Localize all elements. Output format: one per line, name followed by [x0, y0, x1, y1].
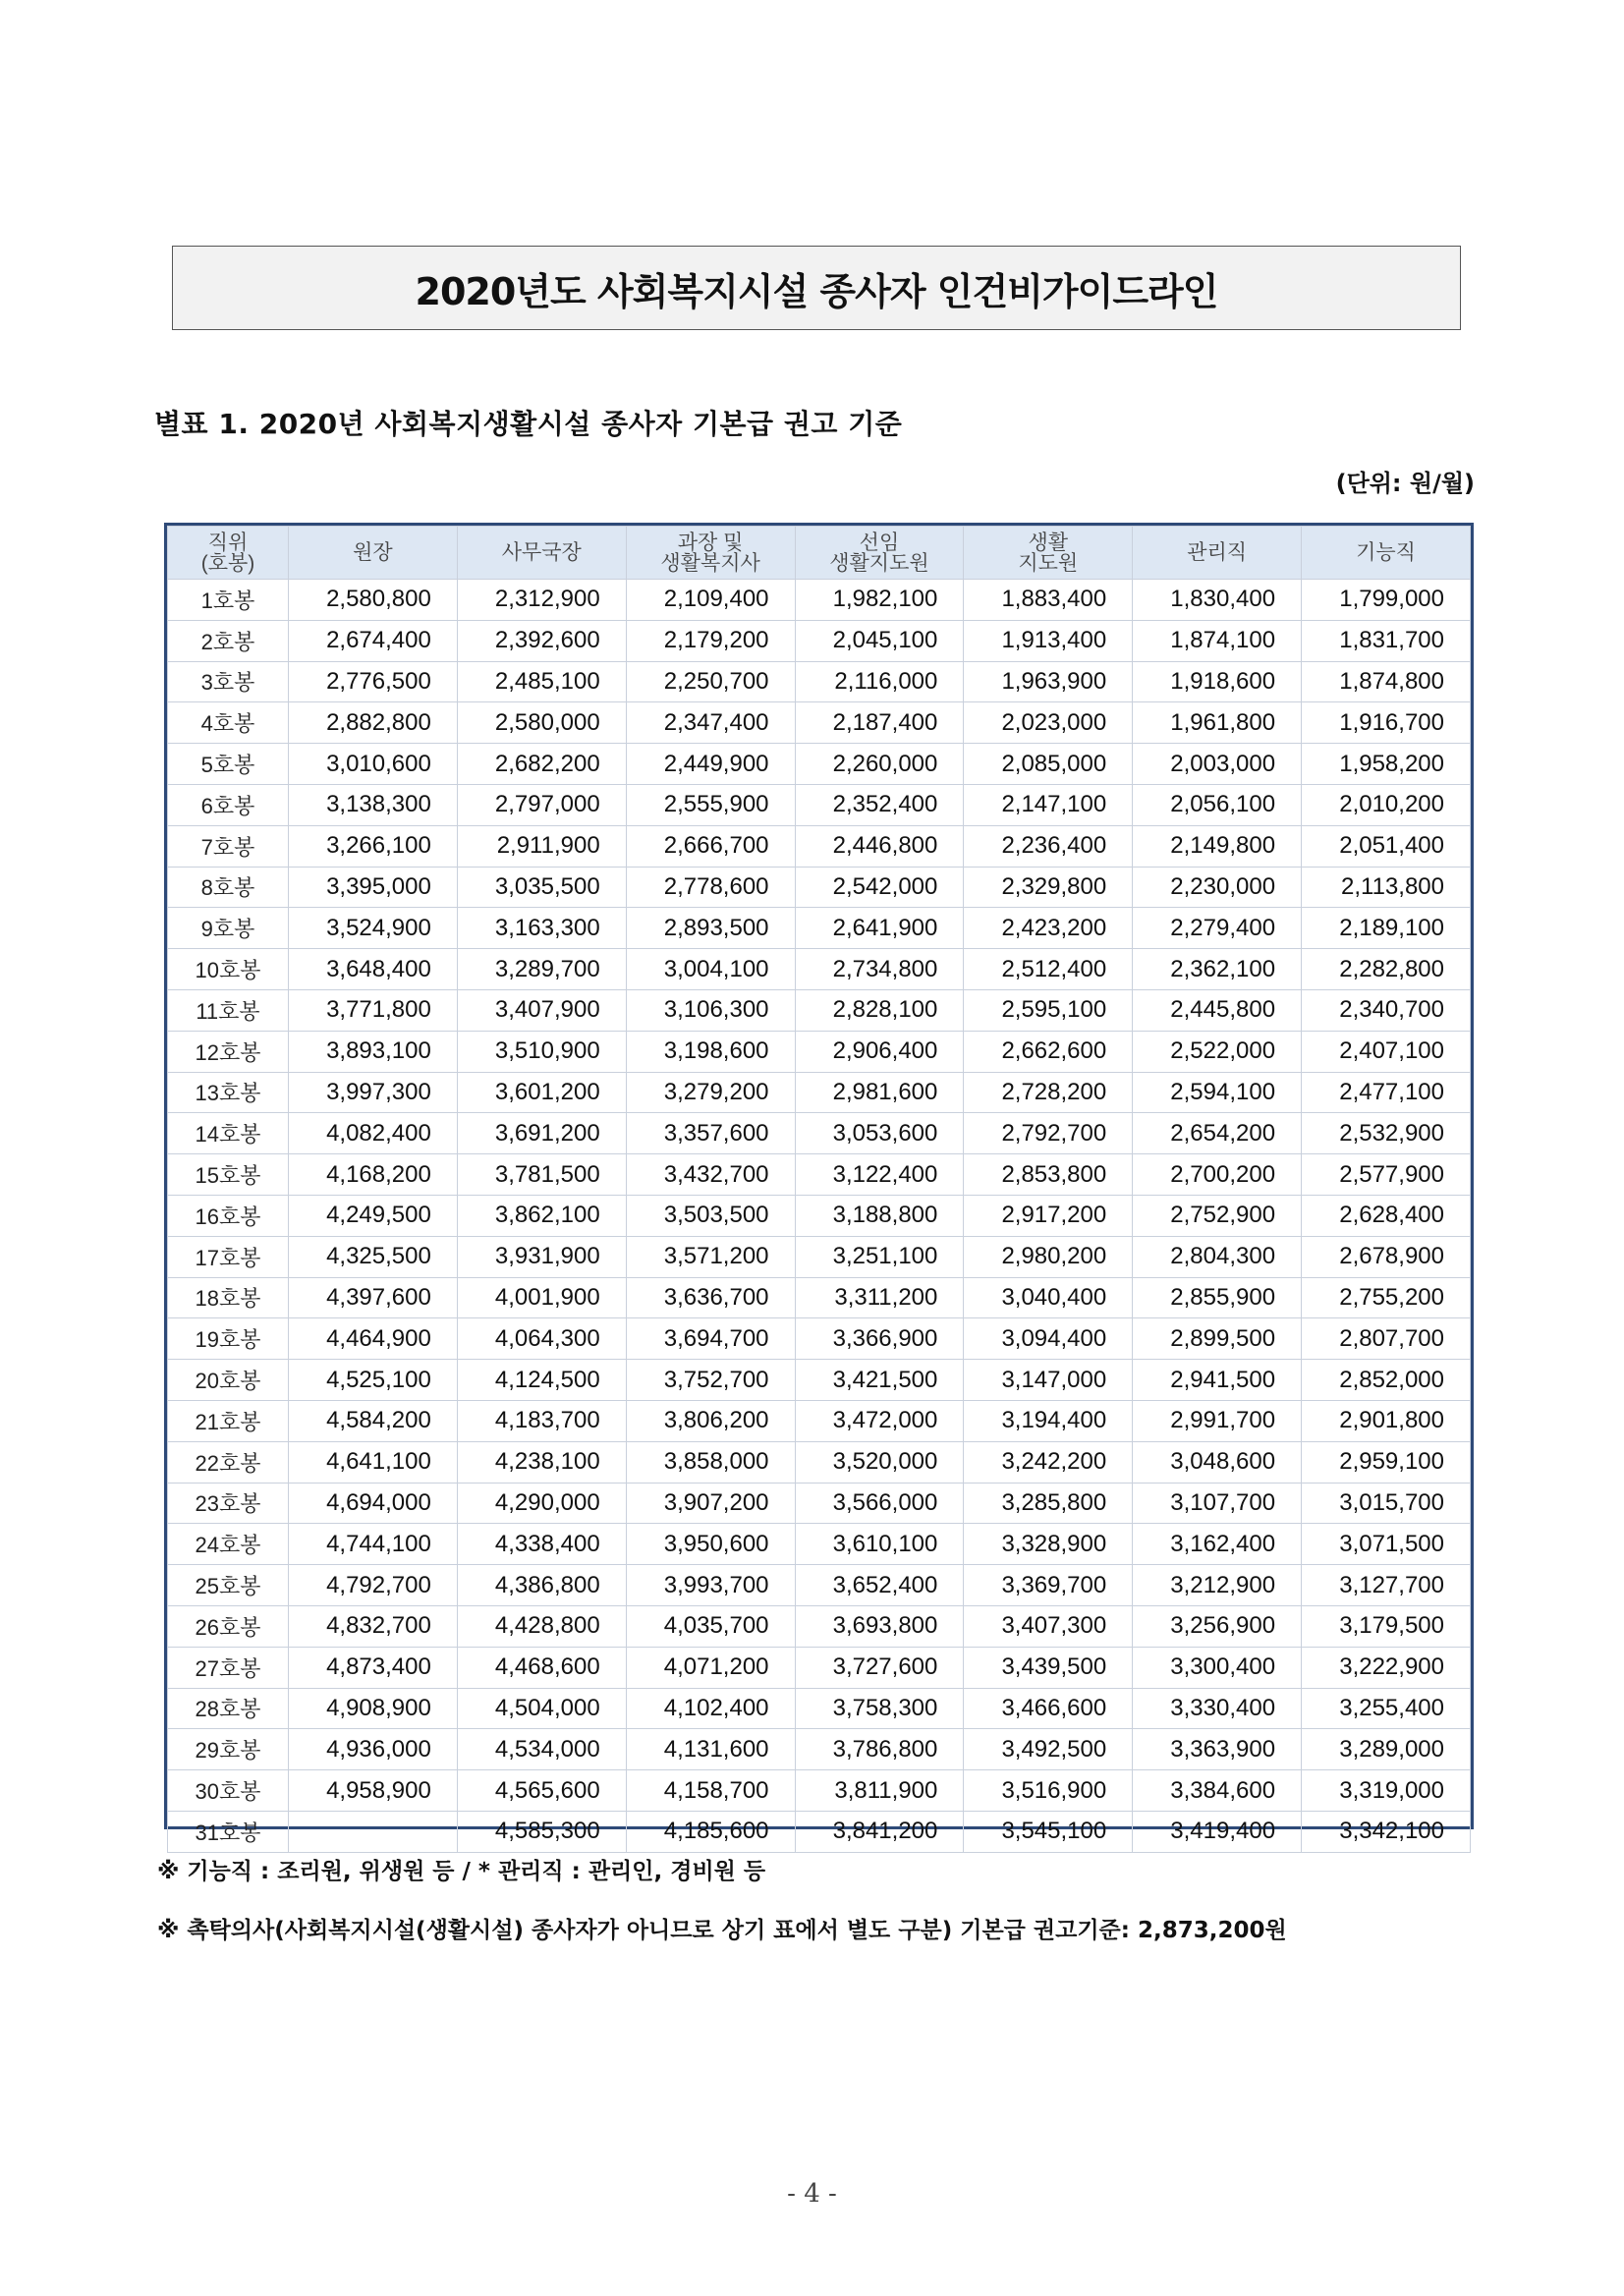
salary-cell: 2,628,400: [1302, 1195, 1471, 1236]
table-row: [168, 1811, 1471, 1852]
step-cell: 26호봉: [168, 1605, 289, 1647]
salary-cell: 3,198,600: [626, 1031, 795, 1072]
salary-cell: 2,051,400: [1302, 825, 1471, 867]
salary-cell: 3,035,500: [457, 867, 626, 908]
salary-cell: 3,015,700: [1302, 1483, 1471, 1524]
salary-cell: 3,862,100: [457, 1195, 626, 1236]
salary-cell: 2,312,900: [457, 580, 626, 621]
salary-cell: 2,580,800: [289, 580, 458, 621]
table-row: [168, 949, 1471, 990]
salary-cell: 2,906,400: [795, 1031, 964, 1072]
salary-cell: 2,728,200: [964, 1072, 1133, 1113]
table-row: [168, 620, 1471, 661]
salary-cell: 2,010,200: [1302, 784, 1471, 825]
salary-cell: 3,179,500: [1302, 1605, 1471, 1647]
table-row: [168, 1605, 1471, 1647]
salary-cell: 3,993,700: [626, 1565, 795, 1606]
step-cell: 11호봉: [168, 989, 289, 1031]
salary-cell: 3,786,800: [795, 1729, 964, 1770]
salary-cell: 2,340,700: [1302, 989, 1471, 1031]
salary-cell: 3,040,400: [964, 1277, 1133, 1318]
salary-cell: 3,841,200: [795, 1811, 964, 1852]
salary-cell: 4,082,400: [289, 1113, 458, 1154]
salary-cell: 3,127,700: [1302, 1565, 1471, 1606]
table-row: [168, 1318, 1471, 1360]
table-row: [168, 1360, 1471, 1401]
salary-cell: 2,595,100: [964, 989, 1133, 1031]
salary-cell: 3,342,100: [1302, 1811, 1471, 1852]
salary-cell: 3,727,600: [795, 1647, 964, 1688]
salary-cell: 3,758,300: [795, 1688, 964, 1729]
table-row: [168, 1277, 1471, 1318]
salary-cell: 3,289,000: [1302, 1729, 1471, 1770]
salary-cell: 4,792,700: [289, 1565, 458, 1606]
salary-cell: 2,577,900: [1302, 1154, 1471, 1196]
step-cell: 25호봉: [168, 1565, 289, 1606]
table-row: [168, 1236, 1471, 1277]
salary-cell: 4,064,300: [457, 1318, 626, 1360]
salary-cell: 1,963,900: [964, 661, 1133, 702]
salary-cell: 4,183,700: [457, 1400, 626, 1441]
salary-cell: 3,503,500: [626, 1195, 795, 1236]
salary-cell: 1,883,400: [964, 580, 1133, 621]
table-row: [168, 580, 1471, 621]
salary-cell: 4,168,200: [289, 1154, 458, 1196]
salary-cell: 2,189,100: [1302, 908, 1471, 949]
step-cell: 30호봉: [168, 1770, 289, 1812]
salary-cell: 2,542,000: [795, 867, 964, 908]
step-cell: 12호봉: [168, 1031, 289, 1072]
salary-cell: 2,179,200: [626, 620, 795, 661]
salary-cell: 3,369,700: [964, 1565, 1133, 1606]
step-cell: 6호봉: [168, 784, 289, 825]
salary-cell: 3,300,400: [1133, 1647, 1302, 1688]
step-cell: 10호봉: [168, 949, 289, 990]
salary-cell: 2,828,100: [795, 989, 964, 1031]
salary-cell: 2,899,500: [1133, 1318, 1302, 1360]
salary-cell: 3,212,900: [1133, 1565, 1302, 1606]
salary-cell: 2,477,100: [1302, 1072, 1471, 1113]
salary-cell: 3,524,900: [289, 908, 458, 949]
salary-cell: 2,109,400: [626, 580, 795, 621]
step-cell: 8호봉: [168, 867, 289, 908]
salary-cell: 1,982,100: [795, 580, 964, 621]
salary-cell: 3,510,900: [457, 1031, 626, 1072]
salary-cell: 2,250,700: [626, 661, 795, 702]
salary-cell: 3,285,800: [964, 1483, 1133, 1524]
salary-cell: 3,407,900: [457, 989, 626, 1031]
salary-cell: 2,407,100: [1302, 1031, 1471, 1072]
table-row: [168, 1113, 1471, 1154]
column-header: 관리직: [1133, 527, 1302, 580]
salary-cell: 2,941,500: [1133, 1360, 1302, 1401]
table-row: [168, 1441, 1471, 1483]
column-header: 과장 및 생활복지사: [626, 527, 795, 580]
column-header: 직위 (호봉): [168, 527, 289, 580]
table-row: [168, 1688, 1471, 1729]
salary-cell: 2,003,000: [1133, 744, 1302, 785]
salary-cell: 3,162,400: [1133, 1524, 1302, 1565]
salary-cell: 3,328,900: [964, 1524, 1133, 1565]
salary-cell: 4,397,600: [289, 1277, 458, 1318]
table-row: [168, 908, 1471, 949]
salary-cell: 3,366,900: [795, 1318, 964, 1360]
salary-cell: 3,289,700: [457, 949, 626, 990]
salary-cell: 4,565,600: [457, 1770, 626, 1812]
salary-cell: 3,010,600: [289, 744, 458, 785]
salary-cell: 3,384,600: [1133, 1770, 1302, 1812]
step-cell: 24호봉: [168, 1524, 289, 1565]
salary-cell: 3,138,300: [289, 784, 458, 825]
salary-cell: 2,666,700: [626, 825, 795, 867]
salary-cell: 2,654,200: [1133, 1113, 1302, 1154]
table-row: [168, 784, 1471, 825]
table-row: [168, 1483, 1471, 1524]
salary-cell: 3,053,600: [795, 1113, 964, 1154]
step-cell: 20호봉: [168, 1360, 289, 1401]
salary-cell: 1,831,700: [1302, 620, 1471, 661]
salary-cell: 2,853,800: [964, 1154, 1133, 1196]
salary-cell: 4,464,900: [289, 1318, 458, 1360]
salary-cell: 3,357,600: [626, 1113, 795, 1154]
salary-cell: 2,980,200: [964, 1236, 1133, 1277]
salary-cell: 2,991,700: [1133, 1400, 1302, 1441]
salary-table-body: [168, 580, 1471, 1853]
salary-cell: 3,545,100: [964, 1811, 1133, 1852]
salary-cell: 3,997,300: [289, 1072, 458, 1113]
salary-cell: 3,048,600: [1133, 1441, 1302, 1483]
salary-cell: 3,811,900: [795, 1770, 964, 1812]
salary-cell: 2,532,900: [1302, 1113, 1471, 1154]
salary-cell: 3,610,100: [795, 1524, 964, 1565]
column-header: 기능직: [1302, 527, 1471, 580]
salary-cell: 2,147,100: [964, 784, 1133, 825]
salary-cell: 2,149,800: [1133, 825, 1302, 867]
salary-cell: 2,446,800: [795, 825, 964, 867]
salary-cell: 4,958,900: [289, 1770, 458, 1812]
salary-cell: 3,858,000: [626, 1441, 795, 1483]
salary-cell: 3,071,500: [1302, 1524, 1471, 1565]
salary-cell: 3,694,700: [626, 1318, 795, 1360]
step-cell: 27호봉: [168, 1647, 289, 1688]
table-row: [168, 1195, 1471, 1236]
salary-cell: 2,352,400: [795, 784, 964, 825]
salary-cell: 4,694,000: [289, 1483, 458, 1524]
table-row: [168, 1770, 1471, 1812]
salary-cell: 4,428,800: [457, 1605, 626, 1647]
column-header: 생활 지도원: [964, 527, 1133, 580]
salary-cell: 2,917,200: [964, 1195, 1133, 1236]
salary-cell: 3,516,900: [964, 1770, 1133, 1812]
salary-cell: 2,485,100: [457, 661, 626, 702]
salary-cell: 4,131,600: [626, 1729, 795, 1770]
salary-cell: 4,832,700: [289, 1605, 458, 1647]
salary-cell: 3,163,300: [457, 908, 626, 949]
salary-cell: 3,395,000: [289, 867, 458, 908]
salary-cell: 3,122,400: [795, 1154, 964, 1196]
salary-cell: 4,158,700: [626, 1770, 795, 1812]
step-cell: 5호봉: [168, 744, 289, 785]
salary-cell: 3,636,700: [626, 1277, 795, 1318]
table-row: [168, 867, 1471, 908]
salary-cell: 3,194,400: [964, 1400, 1133, 1441]
unit-label: (단위: 원/월): [1335, 470, 1475, 497]
salary-cell: 2,804,300: [1133, 1236, 1302, 1277]
salary-cell: 1,799,000: [1302, 580, 1471, 621]
salary-cell: 4,249,500: [289, 1195, 458, 1236]
salary-cell: 2,230,000: [1133, 867, 1302, 908]
salary-cell: 2,279,400: [1133, 908, 1302, 949]
step-cell: 29호봉: [168, 1729, 289, 1770]
salary-cell: 2,555,900: [626, 784, 795, 825]
table-row: [168, 661, 1471, 702]
salary-cell: 4,468,600: [457, 1647, 626, 1688]
salary-cell: 3,432,700: [626, 1154, 795, 1196]
salary-cell: 3,251,100: [795, 1236, 964, 1277]
salary-cell: 3,893,100: [289, 1031, 458, 1072]
salary-cell: 2,734,800: [795, 949, 964, 990]
salary-cell: 2,752,900: [1133, 1195, 1302, 1236]
step-cell: 7호봉: [168, 825, 289, 867]
table-row: [168, 1154, 1471, 1196]
salary-cell: 3,266,100: [289, 825, 458, 867]
salary-cell: 4,185,600: [626, 1811, 795, 1852]
salary-cell: 2,329,800: [964, 867, 1133, 908]
salary-cell: 2,187,400: [795, 702, 964, 744]
salary-cell: 3,242,200: [964, 1441, 1133, 1483]
step-cell: 13호봉: [168, 1072, 289, 1113]
salary-cell: 4,102,400: [626, 1688, 795, 1729]
salary-cell: 3,691,200: [457, 1113, 626, 1154]
salary-cell: 2,392,600: [457, 620, 626, 661]
table-row: [168, 744, 1471, 785]
salary-cell: 3,931,900: [457, 1236, 626, 1277]
salary-cell: 3,520,000: [795, 1441, 964, 1483]
salary-cell: 2,674,400: [289, 620, 458, 661]
table-row: [168, 1031, 1471, 1072]
salary-cell: 3,094,400: [964, 1318, 1133, 1360]
salary-cell: 2,852,000: [1302, 1360, 1471, 1401]
footnote-doctor-salary: ※ 촉탁의사(사회복지시설(생활시설) 종사자가 아니므로 상기 표에서 별도 구분) 기본급 권고기준: 2,873,200원: [157, 1918, 1287, 1943]
step-cell: 19호봉: [168, 1318, 289, 1360]
salary-cell: 1,874,100: [1133, 620, 1302, 661]
salary-cell: 2,113,800: [1302, 867, 1471, 908]
step-cell: 9호봉: [168, 908, 289, 949]
salary-cell: 2,755,200: [1302, 1277, 1471, 1318]
salary-cell: 1,958,200: [1302, 744, 1471, 785]
salary-cell: 3,693,800: [795, 1605, 964, 1647]
salary-cell: 3,466,600: [964, 1688, 1133, 1729]
salary-cell: 3,601,200: [457, 1072, 626, 1113]
salary-cell: 4,238,100: [457, 1441, 626, 1483]
column-header: 사무국장: [457, 527, 626, 580]
table-row: [168, 825, 1471, 867]
salary-cell: 4,936,000: [289, 1729, 458, 1770]
salary-cell: 3,421,500: [795, 1360, 964, 1401]
salary-cell: 3,407,300: [964, 1605, 1133, 1647]
salary-cell: 3,806,200: [626, 1400, 795, 1441]
salary-cell: 4,584,200: [289, 1400, 458, 1441]
salary-cell: 4,504,000: [457, 1688, 626, 1729]
salary-cell: 3,907,200: [626, 1483, 795, 1524]
step-cell: 17호봉: [168, 1236, 289, 1277]
table-caption: 별표 1. 2020년 사회복지생활시설 종사자 기본급 권고 기준: [154, 408, 903, 440]
salary-cell: 3,107,700: [1133, 1483, 1302, 1524]
table-row: [168, 1565, 1471, 1606]
document-title-box: [172, 246, 1461, 330]
header-row: [168, 527, 1471, 580]
salary-cell: 2,580,000: [457, 702, 626, 744]
salary-cell: 3,188,800: [795, 1195, 964, 1236]
salary-cell: 1,830,400: [1133, 580, 1302, 621]
salary-cell: 4,744,100: [289, 1524, 458, 1565]
salary-cell: 1,961,800: [1133, 702, 1302, 744]
table-row: [168, 702, 1471, 744]
salary-cell: 2,260,000: [795, 744, 964, 785]
step-cell: 28호봉: [168, 1688, 289, 1729]
salary-cell: 2,594,100: [1133, 1072, 1302, 1113]
salary-cell: 2,362,100: [1133, 949, 1302, 990]
table-row: [168, 1524, 1471, 1565]
salary-cell: 3,571,200: [626, 1236, 795, 1277]
footnote-job-types: ※ 기능직 : 조리원, 위생원 등 / * 관리직 : 관리인, 경비원 등: [157, 1859, 766, 1884]
step-cell: 31호봉: [168, 1811, 289, 1852]
salary-cell: 3,330,400: [1133, 1688, 1302, 1729]
salary-cell: 2,792,700: [964, 1113, 1133, 1154]
salary-cell: 3,222,900: [1302, 1647, 1471, 1688]
step-cell: 4호봉: [168, 702, 289, 744]
table-row: [168, 989, 1471, 1031]
salary-cell: 4,386,800: [457, 1565, 626, 1606]
salary-cell: 2,522,000: [1133, 1031, 1302, 1072]
salary-cell: 3,781,500: [457, 1154, 626, 1196]
salary-cell: 4,534,000: [457, 1729, 626, 1770]
salary-cell: 2,682,200: [457, 744, 626, 785]
table-row: [168, 1729, 1471, 1770]
salary-cell: 1,918,600: [1133, 661, 1302, 702]
salary-cell: 4,338,400: [457, 1524, 626, 1565]
salary-cell: 3,439,500: [964, 1647, 1133, 1688]
column-header: 원장: [289, 527, 458, 580]
salary-cell: 3,950,600: [626, 1524, 795, 1565]
salary-cell: 2,282,800: [1302, 949, 1471, 990]
salary-cell: 2,045,100: [795, 620, 964, 661]
salary-cell: 2,056,100: [1133, 784, 1302, 825]
salary-cell: 3,004,100: [626, 949, 795, 990]
step-cell: 23호봉: [168, 1483, 289, 1524]
step-cell: 18호봉: [168, 1277, 289, 1318]
salary-cell: 2,778,600: [626, 867, 795, 908]
salary-cell: 1,874,800: [1302, 661, 1471, 702]
salary-cell: 2,855,900: [1133, 1277, 1302, 1318]
page-number: - 4 -: [787, 2179, 837, 2209]
step-cell: 22호봉: [168, 1441, 289, 1483]
salary-cell: 3,771,800: [289, 989, 458, 1031]
salary-cell: 3,419,400: [1133, 1811, 1302, 1852]
salary-table: [167, 526, 1471, 1853]
salary-cell: 2,449,900: [626, 744, 795, 785]
salary-cell: 2,893,500: [626, 908, 795, 949]
table-row: [168, 1400, 1471, 1441]
salary-cell: [289, 1811, 458, 1852]
salary-cell: 4,908,900: [289, 1688, 458, 1729]
salary-table-frame: [164, 523, 1474, 1845]
salary-cell: 4,525,100: [289, 1360, 458, 1401]
salary-cell: 3,106,300: [626, 989, 795, 1031]
salary-cell: 2,347,400: [626, 702, 795, 744]
salary-cell: 4,035,700: [626, 1605, 795, 1647]
salary-cell: 2,423,200: [964, 908, 1133, 949]
salary-cell: 2,512,400: [964, 949, 1133, 990]
step-cell: 3호봉: [168, 661, 289, 702]
salary-cell: 2,981,600: [795, 1072, 964, 1113]
salary-cell: 1,916,700: [1302, 702, 1471, 744]
salary-cell: 1,913,400: [964, 620, 1133, 661]
salary-cell: 4,071,200: [626, 1647, 795, 1688]
salary-cell: 2,445,800: [1133, 989, 1302, 1031]
salary-cell: 2,911,900: [457, 825, 626, 867]
salary-cell: 3,255,400: [1302, 1688, 1471, 1729]
salary-cell: 2,807,700: [1302, 1318, 1471, 1360]
step-cell: 14호봉: [168, 1113, 289, 1154]
salary-cell: 4,124,500: [457, 1360, 626, 1401]
salary-cell: 4,585,300: [457, 1811, 626, 1852]
salary-cell: 3,256,900: [1133, 1605, 1302, 1647]
salary-cell: 4,290,000: [457, 1483, 626, 1524]
salary-cell: 3,652,400: [795, 1565, 964, 1606]
salary-cell: 2,797,000: [457, 784, 626, 825]
salary-cell: 2,882,800: [289, 702, 458, 744]
salary-cell: 4,641,100: [289, 1441, 458, 1483]
salary-cell: 2,678,900: [1302, 1236, 1471, 1277]
salary-cell: 2,236,400: [964, 825, 1133, 867]
salary-cell: 3,311,200: [795, 1277, 964, 1318]
document-title: 2020년도 사회복지시설 종사자 인건비가이드라인: [415, 269, 1218, 313]
salary-cell: 2,901,800: [1302, 1400, 1471, 1441]
salary-cell: 4,001,900: [457, 1277, 626, 1318]
salary-cell: 3,566,000: [795, 1483, 964, 1524]
salary-cell: 3,752,700: [626, 1360, 795, 1401]
salary-cell: 3,472,000: [795, 1400, 964, 1441]
salary-cell: 4,325,500: [289, 1236, 458, 1277]
step-cell: 15호봉: [168, 1154, 289, 1196]
salary-cell: 2,959,100: [1302, 1441, 1471, 1483]
salary-cell: 2,662,600: [964, 1031, 1133, 1072]
salary-cell: 2,116,000: [795, 661, 964, 702]
salary-cell: 3,279,200: [626, 1072, 795, 1113]
salary-cell: 3,492,500: [964, 1729, 1133, 1770]
table-row: [168, 1072, 1471, 1113]
salary-cell: 2,085,000: [964, 744, 1133, 785]
column-header: 선임 생활지도원: [795, 527, 964, 580]
salary-cell: 3,147,000: [964, 1360, 1133, 1401]
salary-cell: 3,319,000: [1302, 1770, 1471, 1812]
step-cell: 16호봉: [168, 1195, 289, 1236]
step-cell: 1호봉: [168, 580, 289, 621]
table-row: [168, 1647, 1471, 1688]
salary-cell: 2,023,000: [964, 702, 1133, 744]
salary-cell: 2,776,500: [289, 661, 458, 702]
salary-cell: 2,700,200: [1133, 1154, 1302, 1196]
salary-cell: 3,648,400: [289, 949, 458, 990]
salary-table-header: [168, 527, 1471, 580]
step-cell: 2호봉: [168, 620, 289, 661]
salary-cell: 4,873,400: [289, 1647, 458, 1688]
step-cell: 21호봉: [168, 1400, 289, 1441]
salary-cell: 3,363,900: [1133, 1729, 1302, 1770]
salary-cell: 2,641,900: [795, 908, 964, 949]
